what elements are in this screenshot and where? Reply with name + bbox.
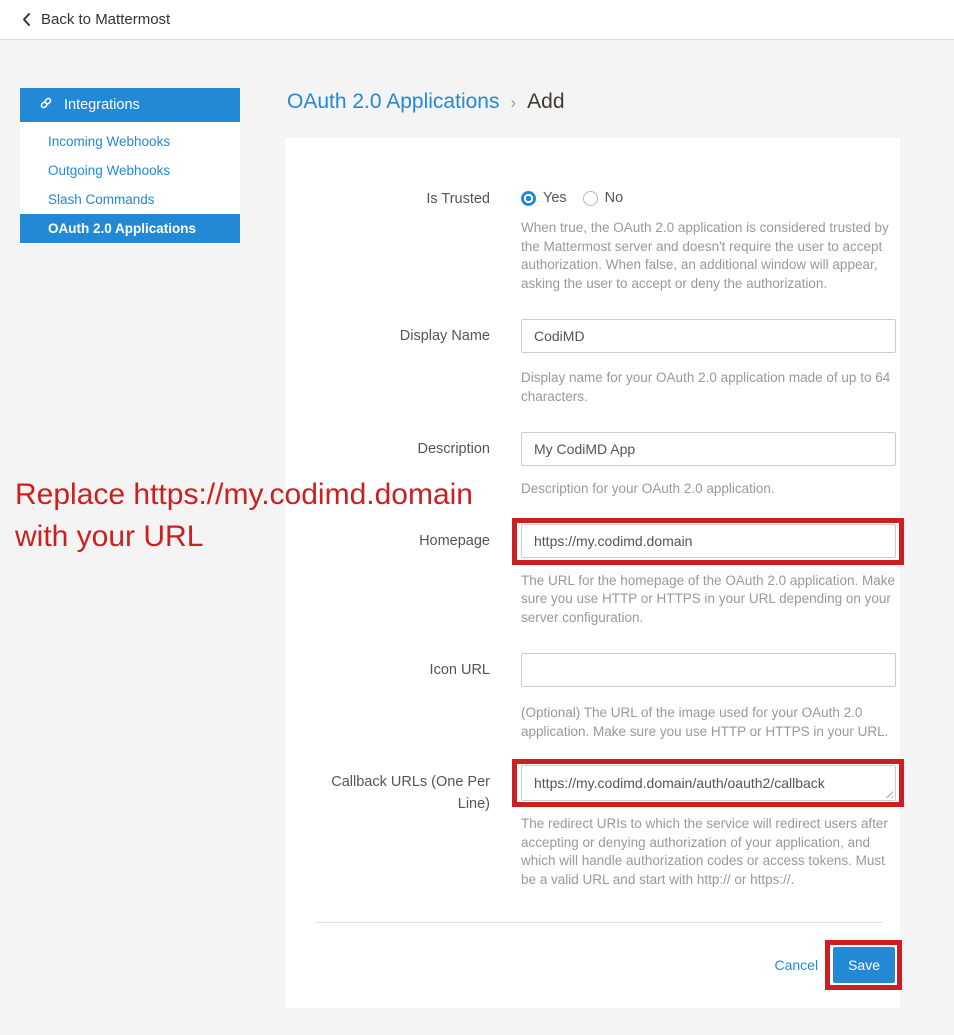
breadcrumb [287, 90, 900, 114]
breadcrumb-current: Add [527, 90, 565, 113]
back-to-mattermost-link[interactable]: Back to Mattermost [41, 11, 171, 28]
sidebar-item-outgoing-webhooks[interactable]: Outgoing Webhooks [48, 163, 171, 178]
homepage-label: Homepage [419, 532, 490, 549]
callback-urls-label: Callback URLs (One Per Line) [331, 774, 490, 812]
display-name-input[interactable] [521, 319, 896, 353]
callback-urls-help: The redirect URIs to which the service will redirect users after accepting or denying authorization of your application, and which will handle authorization codes or access tokens. Must be a valid URL and start with http:// or https://. [521, 816, 888, 887]
icon-url-label: Icon URL [429, 662, 490, 678]
form-group-callback-urls [315, 765, 896, 889]
description-input[interactable] [521, 432, 896, 466]
form-group-is-trusted [315, 188, 896, 293]
icon-url-help: (Optional) The URL of the image used for your OAuth 2.0 application. Make sure you use HTTP or HTTPS in your URL. [521, 705, 889, 739]
form-group-icon-url [315, 653, 896, 741]
is-trusted-label: Is Trusted [426, 191, 490, 207]
homepage-input[interactable] [521, 524, 896, 558]
sidebar-item-incoming-webhooks[interactable]: Incoming Webhooks [48, 134, 171, 149]
is-trusted-no-radio[interactable] [583, 190, 624, 206]
annotation-replace-url-text: Replace https://my.codimd.domain with your URL [15, 478, 473, 553]
radio-unselected-icon [583, 191, 598, 206]
back-chevron-icon [21, 12, 32, 27]
footer-divider [316, 922, 882, 923]
link-icon [39, 96, 53, 114]
sidebar-item-slash-commands[interactable]: Slash Commands [48, 192, 155, 207]
sidebar-header-label: Integrations [64, 97, 140, 113]
save-button[interactable]: Save [833, 947, 895, 983]
homepage-help: The URL for the homepage of the OAuth 2.0 application. Make sure you use HTTP or HTTPS in your URL depending on your server configuration. [521, 572, 895, 625]
sidebar-list [20, 122, 240, 244]
is-trusted-help: When true, the OAuth 2.0 application is considered trusted by the Mattermost server and doesn't require the user to accept authorization. When false, an additional window will appear, asking the user to accept or deny the authorization. [521, 220, 889, 291]
form-footer [315, 947, 896, 983]
topbar [0, 0, 954, 40]
form-group-display-name [315, 319, 896, 406]
icon-url-input[interactable] [521, 653, 896, 687]
sidebar-item-oauth-applications[interactable]: OAuth 2.0 Applications [20, 214, 240, 243]
breadcrumb-parent-link[interactable]: OAuth 2.0 Applications [287, 90, 500, 113]
radio-no-label: No [604, 190, 624, 206]
breadcrumb-separator-icon: › [510, 93, 517, 112]
is-trusted-yes-radio[interactable] [521, 190, 567, 206]
sidebar-header-integrations [20, 88, 240, 122]
display-name-help: Display name for your OAuth 2.0 application made of up to 64 characters. [521, 370, 891, 404]
radio-selected-icon [521, 191, 536, 206]
is-trusted-radio-group [521, 188, 896, 206]
description-label: Description [417, 441, 490, 457]
sidebar [20, 88, 240, 244]
description-help: Description for your OAuth 2.0 application. [521, 481, 775, 496]
display-name-label: Display Name [399, 328, 490, 344]
callback-urls-textarea[interactable] [521, 765, 896, 801]
cancel-button[interactable]: Cancel [774, 957, 819, 973]
radio-yes-label: Yes [543, 190, 567, 206]
oauth-add-form-panel [285, 138, 900, 1008]
